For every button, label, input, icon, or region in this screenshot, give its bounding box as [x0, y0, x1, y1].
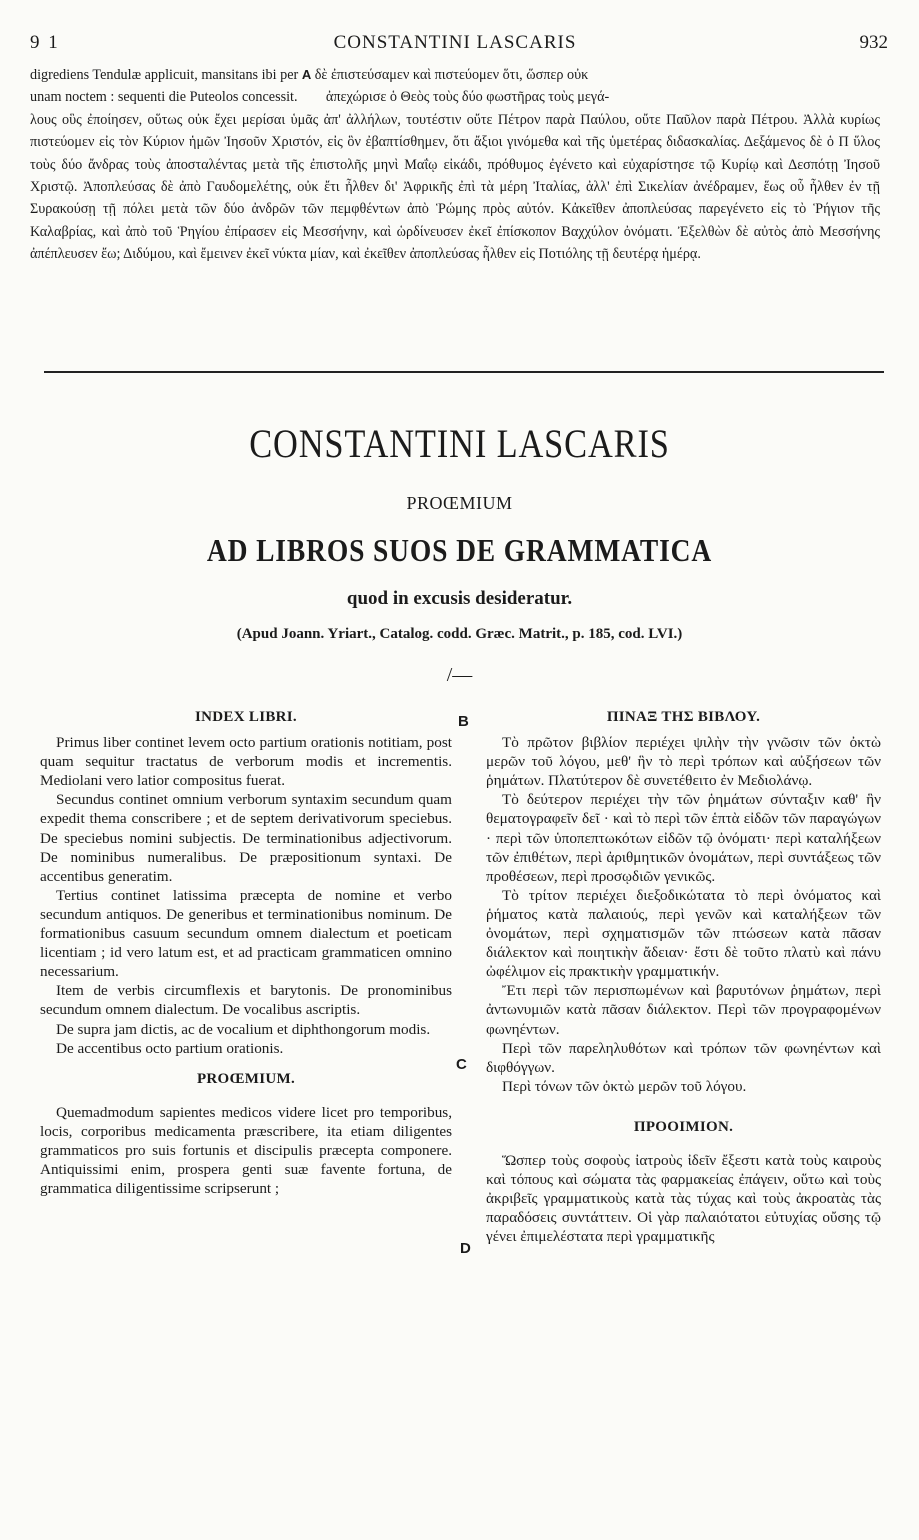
latin-paragraph: De accentibus octo partium orationis. — [56, 1039, 284, 1057]
margin-marker-b: B — [458, 713, 469, 730]
greek-paragraph: Περὶ τόνων τῶν ὀκτὼ μερῶν τοῦ λόγου. — [502, 1077, 747, 1095]
previous-greek-line2: ἀπεχώρισε ὁ Θεὸς τοὺς δύο φωστῆρας τοὺς μεγά- — [325, 89, 610, 106]
margin-marker-d: D — [460, 1240, 471, 1257]
previous-text-line2 — [30, 86, 880, 108]
latin-paragraph: Primus liber continet levem octo partium orationis notitiam, post quam sequitur tractatus de verborum modis et incrementis. Mediolani vero latior compositus fuerat. — [40, 734, 452, 790]
latin-paragraph: Secundus continet omnium verborum syntaxim secundum quam expedit thema conscribere ; et de septem derivativorum speciebus. De speciebus nomini subjectis. De terminationibus adjectivorum. De nominibus numeralibus. De præpositionum syntaxi. De accentibus generatim. — [40, 791, 452, 885]
previous-latin-line1: digrediens Tendulæ applicuit, mansitans ibi per — [30, 67, 299, 83]
note-line: quod in excusis desideratur. — [346, 588, 573, 609]
greek-paragraph: Ὥσπερ τοὺς σοφοὺς ἰατροὺς ἰδεῖν ἔξεστι κατὰ τοὺς καιροὺς καὶ τόπους καὶ σώματα τὰς φαρμακείας ἐπάγειν, οὕτω καὶ τοὺς ἀκριβεῖς γραμματικοὺς κατὰ τὰς τύχας καὶ τοὺς ἀκροατὰς τὰς παραδόσεις συντάττειν. Οἱ γὰρ παλαιότατοι εὐτυχίας οὔσης τῷ γένει ἐπιμελέστατα περὶ γραμματικῆς — [486, 1151, 881, 1246]
previous-latin-line2: unam noctem : sequenti die Puteolos concessit. — [30, 89, 298, 106]
latin-column — [40, 708, 452, 1198]
ornamental-dash: /— — [446, 664, 473, 686]
running-header — [30, 32, 888, 54]
subject-title: AD LIBROS SUOS DE GRAMMATICA — [206, 532, 713, 568]
section-divider — [44, 371, 884, 373]
greek-column — [486, 708, 881, 1246]
previous-greek-paragraph: λους οὓς ἐποίησεν, οὕτως οὐκ ἔχει μερίσαι ὑμᾶς ἀπ' ἀλλήλων, τουτέστιν οὔτε Πέτρον παρὰ Παύλου, οὔτε Παῦλον παρὰ Πέτρου. Ἀλλὰ κυρίως πιστεύομεν εἰς τὸν Κύριον ἡμῶν Ἰησοῦν Χριστόν, εἰς ὃν ἐβαπτίσθημεν, ὅτι ἄξιοι γινόμεθα καὶ τῆς ὑμετέρας διδασκαλίας. Δεξάμενος δὲ ὁ Π ὕλος τοὺς δύο ἄνδρας τοὺς ἀποσταλέντας μετὰ τῆς ἐπιστολῆς μηνὶ Μαΐῳ εἰκάδι, πρόθυμος ἐγένετο καὶ εὐχαρίστησε τῷ Κυρίῳ καὶ Δεσπότῃ Ἰησοῦ Χριστῷ. Ἀποπλεύσας δὲ ἀπὸ Γαυδομελέτης, οὐκ ἔτι ἦλθεν δι' Ἀφρικῆς ἐπὶ τὰ μέρη Ἰταλίας, ἀλλ' ἐπὶ Σικελίαν ἀνέδραμεν, ἕως οὗ ἦλθεν ἐν τῇ Συρακούσῃ τῇ πόλει μετὰ τῶν δύο ἀνδρῶν τῶν πεμφθέντων ἀπὸ Ῥώμης πρὸς αὐτόν. Κἀκεῖθεν ἀποπλεύσας παρεγένετο εἰς τὸ Ῥήγιον τῆς Καλαβρίας, καὶ ἀπὸ τοῦ Ῥηγίου ἐπίρασεν εἰς Μεσσήνην, καὶ ὡρδίνευσεν ἐκεῖ ἐπίσκοπον Βαχχύλον ὀνόματι. Ἐξελθὼν δὲ αὐτὸς ἀπὸ Μεσσήνης ἀπέπλευσεν ἔω; Διδύμου, καὶ ἔμεινεν ἐκεῖ νύκτα μίαν, καὶ ἐκεῖθεν ἀποπλεύσας ἦλθεν εἰς Ποτιόλης τῇ δευτέρᾳ ἡμέρᾳ. — [30, 111, 880, 263]
running-title: CONSTANTINI LASCARIS — [333, 32, 577, 53]
latin-paragraph: Item de verbis circumflexis et barytonis. De pronominibus secundum omnem dialectum. De vocalibus ascriptis. — [40, 982, 452, 1019]
latin-proem-heading: PROŒMIUM. — [196, 1070, 296, 1087]
greek-paragraph: Περὶ τῶν παρεληλυθότων καὶ τρόπων τῶν φωνηέντων καὶ διφθόγγων. — [486, 1039, 881, 1076]
latin-paragraph: De supra jam dictis, ac de vocalium et diphthongorum modis. — [56, 1020, 431, 1038]
author-title: CONSTANTINI LASCARIS — [249, 421, 670, 466]
greek-paragraph: Τὸ δεύτερον περιέχει τὴν τῶν ῥημάτων σύνταξιν καθ' ἣν θεματογραφεῖν δεῖ · καὶ τὸ περὶ τῶν ἑπτὰ εἰδῶν τῶν παραγώγων · περὶ τῶν ὑποπεπτωκότων εἰδῶν τῷ ὀνόματι· περὶ καταλήξεων τῶν ἐπιθέτων, περὶ ἀριθμητικῶν ὀνομάτων, περὶ συντάξεως τῶν προθέσεων, περὶ προσῳδιῶν γενικῶς. — [486, 791, 881, 885]
greek-proem-heading: ΠΡΟΟΙΜΙΟΝ. — [633, 1118, 734, 1135]
source-citation: (Apud Joann. Yriart., Catalog. codd. Græc. Matrit., p. 185, cod. LVI.) — [236, 626, 683, 642]
previous-text-block — [30, 64, 880, 266]
greek-paragraph: Ἔτι περὶ τῶν περισπωμένων καὶ βαρυτόνων ῥημάτων, περὶ ἀντωνυμιῶν κατὰ πᾶσαν διάλεκτον. Περὶ τῶν προγραφομένων φωνηέντων. — [486, 982, 881, 1038]
margin-marker-a: A — [301, 67, 312, 82]
previous-greek-line1: δὲ ἐπιστεύσαμεν καὶ πιστεύομεν ὅτι, ὥσπερ οὐκ — [314, 67, 589, 83]
greek-paragraph: Τὸ τρίτον περιέχει διεξοδικώτατα τὸ περὶ ὀνόματος καὶ ῥήματος κατὰ παλαιούς, περὶ γενῶν καὶ καταλήξεων τῶν ὀνομάτων, περὶ σχηματισμῶν τῶν πτώσεων κατὰ πᾶσαν διάλεκτον καὶ ποιητικὴν ἄδειαν· ἔστι δὲ τοῦτο πλατὺ καὶ πάνυ ὠφέλιμον εἰς πρακτικὴν γραμματικήν. — [486, 886, 881, 981]
previous-text-line1 — [30, 64, 880, 86]
latin-paragraph: Tertius continet latissima præcepta de nomine et verbo secundum antiquos. De generibus et terminationibus nominum. De formationibus casuum secundum omnem dialectum et poeticam licentiam ; id vero latum est, et ad practicam grammaticen omnino necessarium. — [40, 886, 452, 981]
latin-paragraph: Quemadmodum sapientes medicos videre licet pro temporibus, locis, corporibus medicamenta præscribere, ita etiam diligentes grammaticos pro suis fortunis et discipulis præcepta componere. Antiquissimi enim, prospera genti suæ favente fortuna, de grammatica diligentissime scripserunt ; — [40, 1103, 452, 1198]
proem-subtitle: PROŒMIUM — [406, 493, 513, 513]
greek-index-heading: ΠΙΝΑΞ ΤΗΣ ΒΙΒΛΟΥ. — [606, 709, 761, 725]
greek-paragraph: Τὸ πρῶτον βιβλίον περιέχει ψιλὴν τὴν γνῶσιν τῶν ὀκτὼ μερῶν τοῦ λόγου, μεθ' ἣν τὸ περὶ τρόπων καὶ αὐξήσεων τῶν ῥημάτων. Πλατύτερον δὲ συνετέθειτο ἐν Μεδιολάνῳ. — [486, 734, 881, 790]
page-number-right: 932 — [859, 32, 888, 53]
latin-index-heading: INDEX LIBRI. — [195, 709, 297, 725]
page-number-left: 9 1 — [30, 32, 60, 53]
margin-marker-c: C — [456, 1056, 467, 1073]
